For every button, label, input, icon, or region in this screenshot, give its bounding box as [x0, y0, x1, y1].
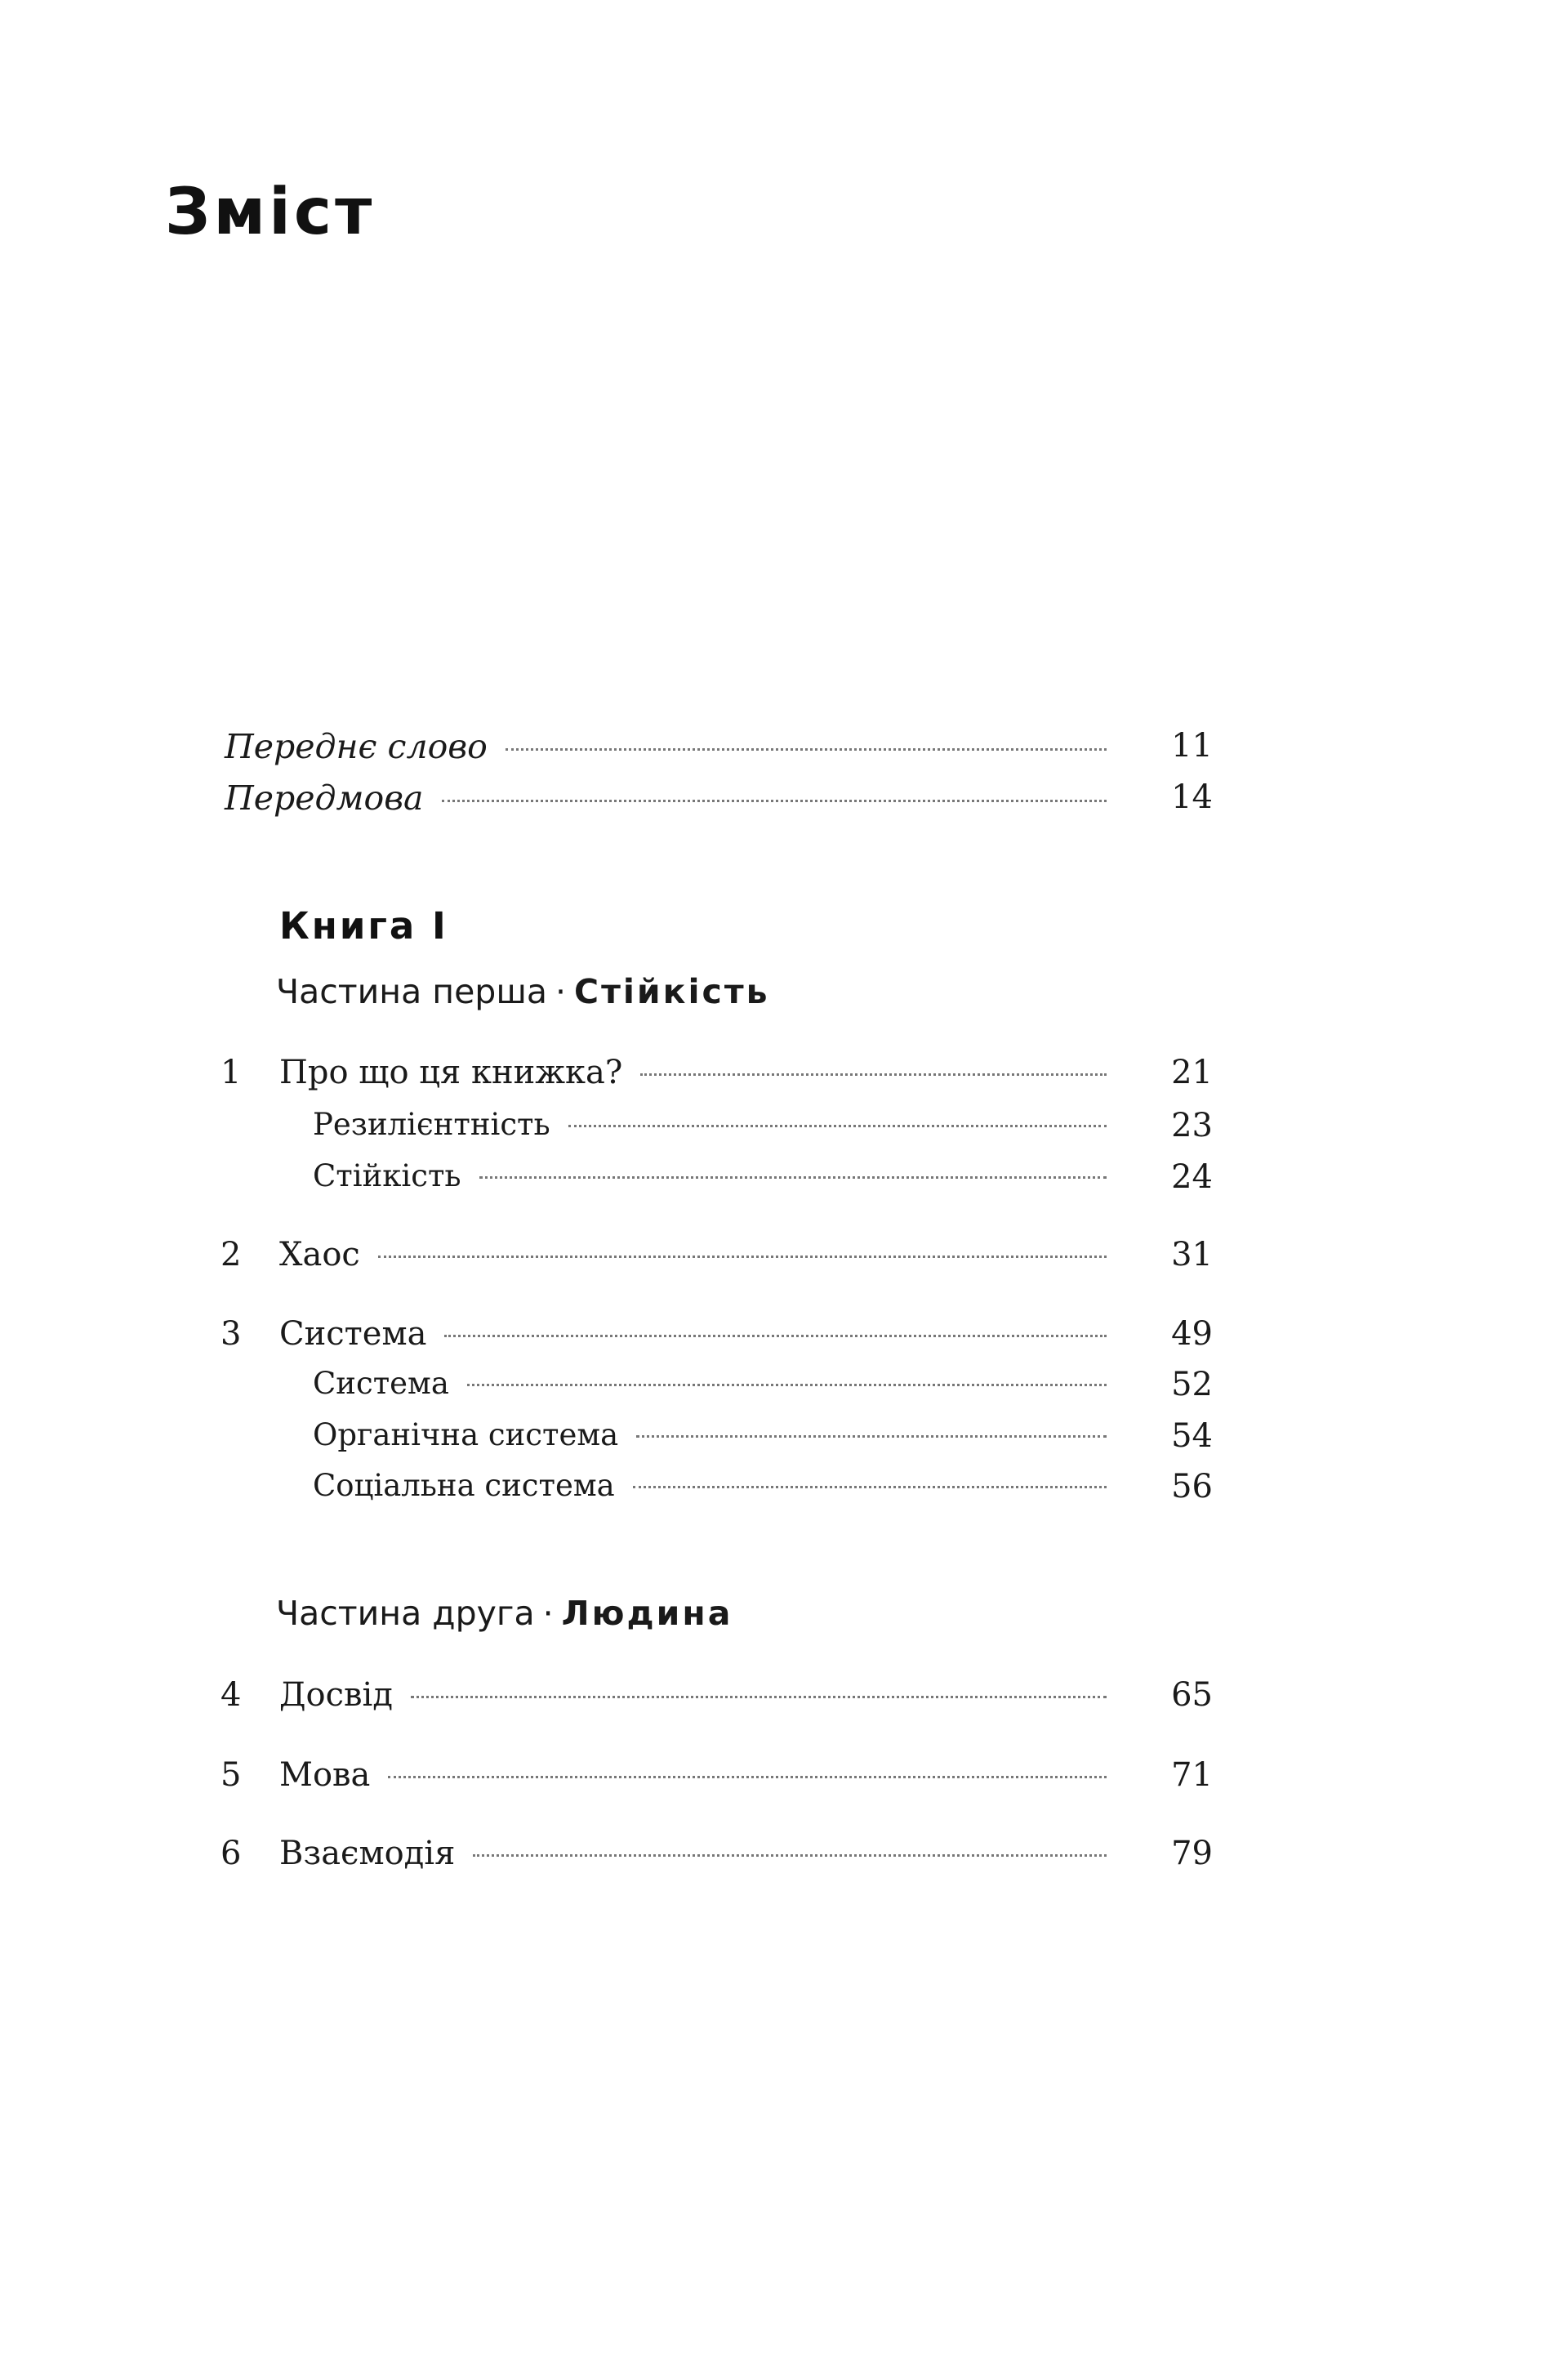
part-prefix: Частина перша: [276, 972, 547, 1011]
part-prefix: Частина друга: [276, 1594, 535, 1633]
toc-entry-label: Хаос: [279, 1236, 360, 1273]
dot-leader: [640, 1073, 1107, 1076]
toc-entry-chapter[interactable]: [220, 1315, 1213, 1367]
dot-leader: [633, 1486, 1107, 1488]
toc-entry-chapter[interactable]: [220, 1236, 1213, 1288]
toc-entry-label: Мова: [279, 1756, 371, 1794]
dot-leader: [442, 800, 1107, 802]
toc-entry-label: Система: [279, 1315, 427, 1353]
toc-entry-label: Соціальна система: [313, 1468, 615, 1503]
toc-page-number: 24: [1171, 1158, 1213, 1196]
toc-page-number: 11: [1171, 727, 1213, 765]
toc-entry-label: Передмова: [225, 778, 424, 818]
chapter-number: 5: [220, 1756, 242, 1794]
page-title: Зміст: [165, 176, 376, 249]
toc-entry-section[interactable]: [313, 1107, 1213, 1159]
dot-leader: [378, 1256, 1107, 1258]
toc-entry-label: Стійкість: [313, 1158, 461, 1193]
part-separator: ·: [555, 972, 567, 1011]
toc-page-number: 56: [1171, 1468, 1213, 1505]
toc-entry-label: Про що ця книжка?: [279, 1054, 623, 1091]
toc-page-number: 14: [1171, 778, 1213, 816]
toc-page-number: 52: [1171, 1366, 1213, 1403]
toc-page-number: 21: [1171, 1054, 1213, 1091]
dot-leader: [473, 1854, 1107, 1857]
toc-entry-preface[interactable]: [225, 778, 1213, 831]
toc-entry-section[interactable]: [313, 1417, 1213, 1470]
toc-entry-label: Резилієнтність: [313, 1107, 550, 1142]
toc-page-number: 31: [1171, 1236, 1213, 1273]
toc-entry-label: Переднє слово: [225, 727, 488, 766]
chapter-number: 3: [220, 1315, 242, 1353]
dot-leader: [411, 1696, 1107, 1698]
toc-entry-section[interactable]: [313, 1366, 1213, 1418]
chapter-number: 6: [220, 1835, 242, 1872]
toc-entry-chapter[interactable]: [220, 1054, 1213, 1106]
toc-entry-chapter[interactable]: [220, 1676, 1213, 1728]
chapter-number: 2: [220, 1236, 242, 1273]
toc-entry-label: Система: [313, 1366, 449, 1401]
toc-page-number: 79: [1171, 1835, 1213, 1872]
chapter-number: 4: [220, 1676, 242, 1714]
part-separator: ·: [542, 1594, 554, 1633]
chapter-number: 1: [220, 1054, 242, 1091]
part-heading: [276, 1594, 733, 1633]
book-heading: Книга І: [279, 904, 448, 948]
toc-entry-label: Досвід: [279, 1676, 393, 1714]
dot-leader: [444, 1335, 1107, 1337]
toc-entry-label: Органічна система: [313, 1417, 619, 1452]
part-heading: [276, 972, 770, 1011]
toc-entry-chapter[interactable]: [220, 1835, 1213, 1887]
part-name: Стійкість: [574, 972, 770, 1011]
dot-leader: [636, 1435, 1107, 1438]
toc-page-number: 49: [1171, 1315, 1213, 1353]
dot-leader: [568, 1125, 1107, 1127]
toc-entry-foreword[interactable]: [225, 727, 1213, 779]
dot-leader: [506, 748, 1107, 751]
toc-page-number: 65: [1171, 1676, 1213, 1714]
dot-leader: [479, 1176, 1107, 1179]
toc-entry-section[interactable]: [313, 1468, 1213, 1520]
dot-leader: [467, 1384, 1107, 1386]
part-name: Людина: [561, 1594, 733, 1633]
toc-entry-chapter[interactable]: [220, 1756, 1213, 1809]
toc-entry-label: Взаємодія: [279, 1835, 456, 1872]
toc-page-number: 23: [1171, 1107, 1213, 1144]
toc-entry-section[interactable]: [313, 1158, 1213, 1211]
toc-page-number: 71: [1171, 1756, 1213, 1794]
dot-leader: [388, 1776, 1107, 1778]
toc-page-number: 54: [1171, 1417, 1213, 1455]
